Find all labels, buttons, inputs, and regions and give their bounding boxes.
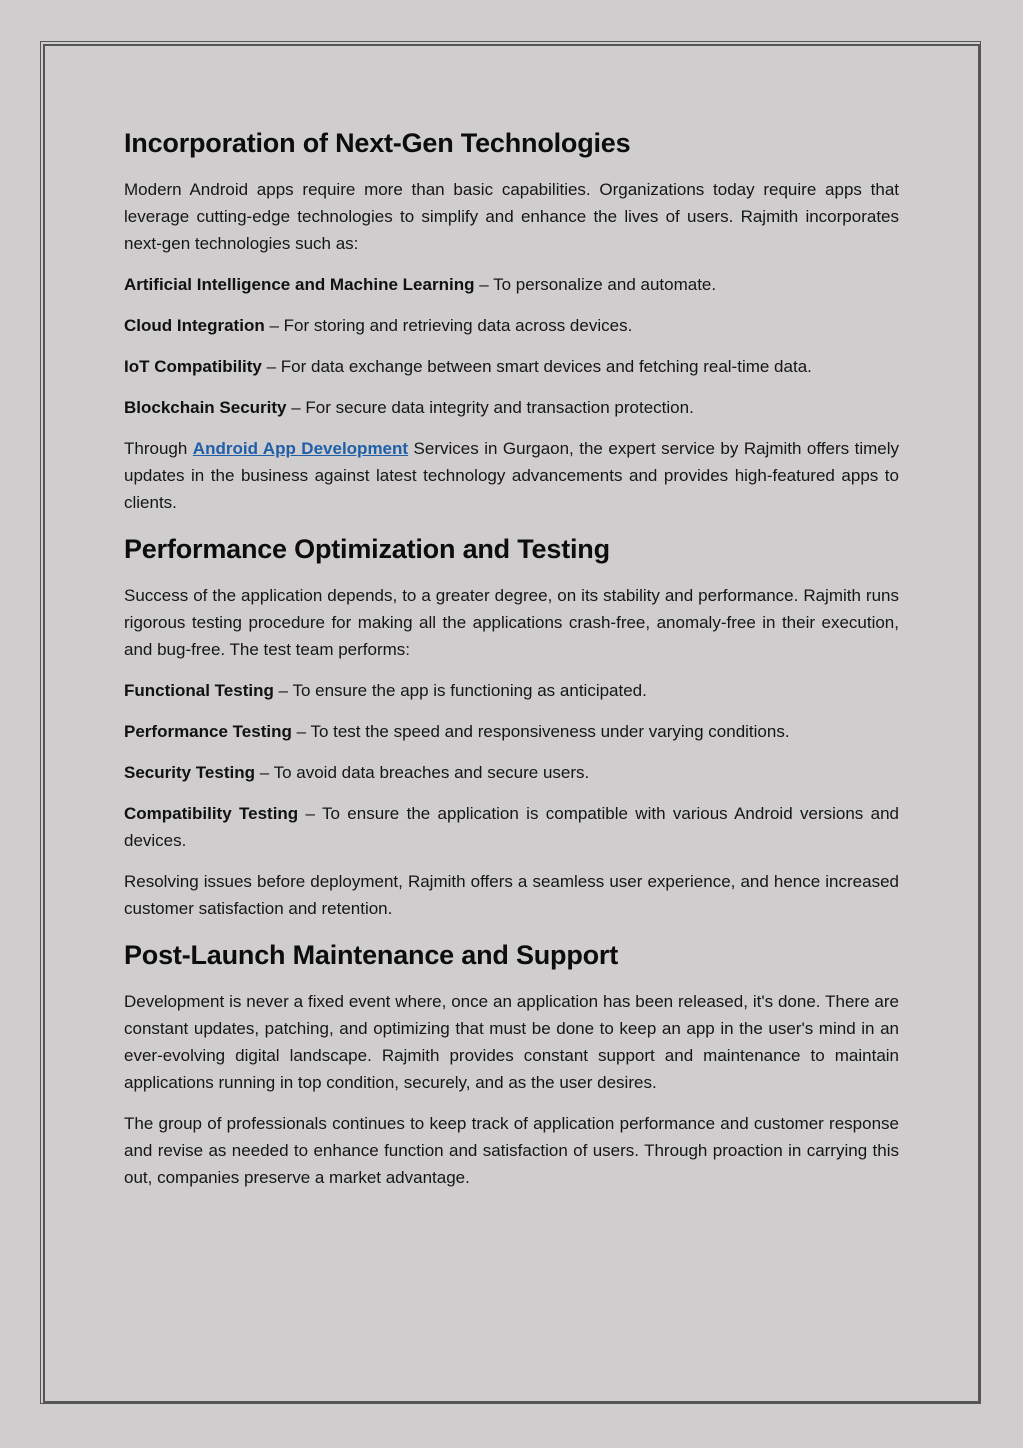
item-desc: – To ensure the app is functioning as anticipated.: [273, 681, 647, 700]
closing-prefix: Through: [124, 439, 193, 458]
item-desc: – For storing and retrieving data across devices.: [264, 316, 633, 335]
section-heading-maintenance: Post-Launch Maintenance and Support: [124, 940, 619, 970]
list-item: [124, 394, 899, 421]
closing-suffix: Services in Gurgaon, the expert service by Rajmith offers timely updates in the business against latest technology advancements and provides high-featured apps to clients.: [124, 439, 899, 512]
section-heading-next-gen: Incorporation of Next-Gen Technologies: [124, 128, 631, 158]
list-item: [124, 677, 899, 704]
paragraph-maintenance-2: The group of professionals continues to keep track of application performance and customer response and revise as needed to enhance function and satisfaction of users. Through proaction in carrying this out, companies preserve a market advantage.: [124, 1114, 899, 1187]
list-item: [124, 271, 899, 298]
item-term: Compatibility Testing: [124, 804, 299, 823]
list-item: [124, 353, 899, 380]
item-desc: – To avoid data breaches and secure users.: [255, 763, 590, 782]
closing-paragraph-performance: Resolving issues before deployment, Rajmith offers a seamless user experience, and hence increased customer satisfaction and retention.: [124, 872, 899, 918]
paragraph-maintenance-1: Development is never a fixed event where, once an application has been released, it's done. There are constant updates, patching, and optimizing that must be done to keep an app in the user's mind in an ever-evolving digital landscape. Rajmith provides constant support and maintenance to maintain applications running in top condition, securely, and as the user desires.: [124, 992, 899, 1092]
item-desc: – For secure data integrity and transaction protection.: [286, 398, 694, 417]
item-term: Artificial Intelligence and Machine Learning: [124, 275, 475, 294]
section-heading-performance: Performance Optimization and Testing: [124, 534, 610, 564]
section-intro-next-gen: Modern Android apps require more than basic capabilities. Organizations today require apps that leverage cutting-edge technologies to simplify and enhance the lives of users. Rajmith incorporates next-gen technologies such as:: [124, 180, 899, 253]
list-item: [124, 718, 899, 745]
item-term: Blockchain Security: [124, 398, 287, 417]
item-term: IoT Compatibility: [124, 357, 262, 376]
list-item: [124, 759, 899, 786]
item-desc: – To ensure the application is compatible with various Android versions and devices.: [124, 804, 899, 850]
closing-paragraph-next-gen: [124, 435, 899, 516]
item-term: Security Testing: [124, 763, 255, 782]
document-body: [124, 122, 899, 1191]
list-item: [124, 312, 899, 339]
item-desc: – To test the speed and responsiveness under varying conditions.: [291, 722, 790, 741]
item-term: Functional Testing: [124, 681, 274, 700]
item-desc: – For data exchange between smart devices and fetching real-time data.: [261, 357, 812, 376]
android-app-development-link[interactable]: Android App Development: [192, 439, 409, 458]
item-term: Cloud Integration: [124, 316, 265, 335]
item-desc: – To personalize and automate.: [474, 275, 717, 294]
list-item: [124, 800, 899, 854]
section-intro-performance: Success of the application depends, to a greater degree, on its stability and performance. Rajmith runs rigorous testing procedure for making all the applications crash-free, anomaly-free in their execution, and bug-free. The test team performs:: [124, 586, 899, 659]
item-term: Performance Testing: [124, 722, 292, 741]
